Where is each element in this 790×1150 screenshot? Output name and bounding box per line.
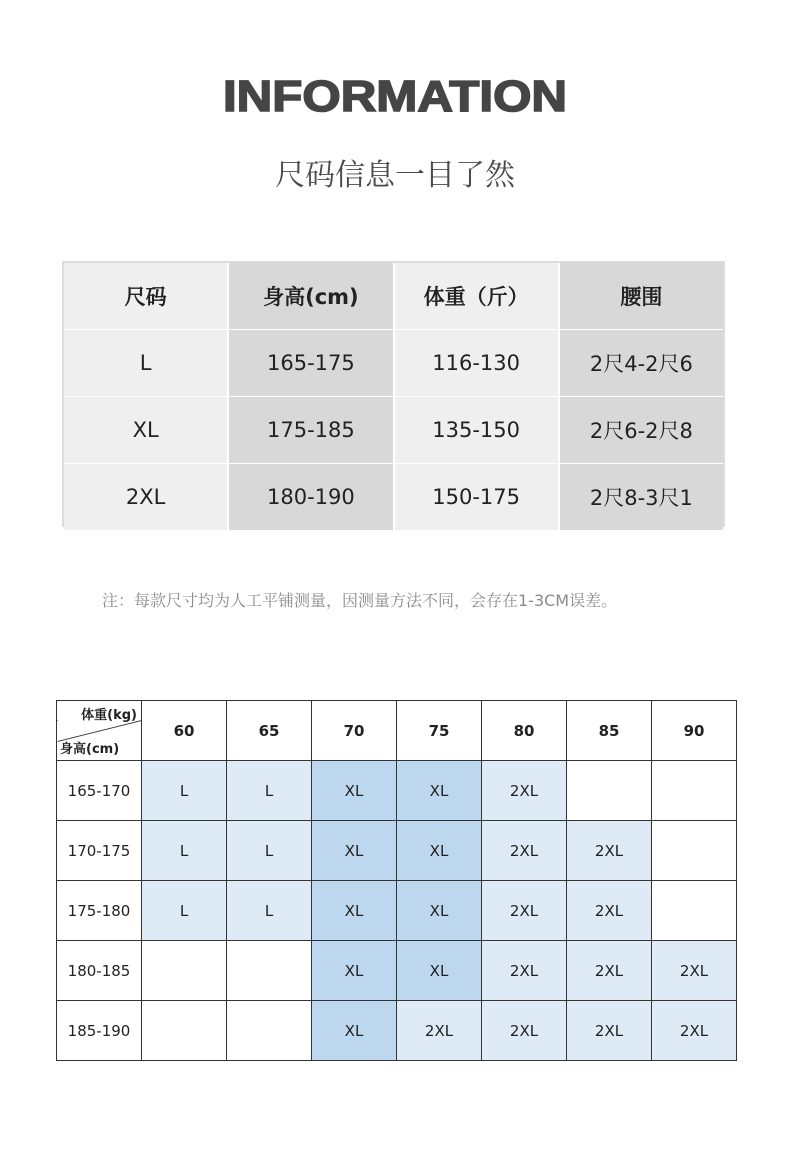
size-table-cell: 2XL (64, 464, 227, 530)
size-table-row (64, 396, 723, 463)
grid-row (57, 881, 737, 941)
size-table-cell: 135-150 (393, 397, 558, 463)
size-table-cell: L (64, 330, 227, 396)
size-table-cell: 2尺4-2尺6 (558, 330, 723, 396)
size-cell: 2XL (652, 941, 737, 1001)
size-cell (652, 821, 737, 881)
size-cell: L (227, 761, 312, 821)
grid-row (57, 1001, 737, 1061)
height-row-header: 170-175 (57, 821, 142, 881)
size-cell: L (227, 881, 312, 941)
size-table-cell: XL (64, 397, 227, 463)
size-cell: XL (397, 821, 482, 881)
weight-column-header: 75 (397, 701, 482, 761)
size-cell (227, 1001, 312, 1061)
size-table-cell: 175-185 (227, 397, 392, 463)
size-cell: L (142, 821, 227, 881)
grid-row (57, 761, 737, 821)
weight-column-header: 80 (482, 701, 567, 761)
size-table-header-cell: 腰围 (558, 263, 723, 329)
size-table-cell: 180-190 (227, 464, 392, 530)
size-cell: XL (312, 1001, 397, 1061)
height-row-header: 180-185 (57, 941, 142, 1001)
height-row-header: 175-180 (57, 881, 142, 941)
size-cell: 2XL (482, 821, 567, 881)
weight-axis-label: 体重(kg) (81, 708, 137, 723)
size-table-header-cell: 身高(cm) (227, 263, 392, 329)
grid-row (57, 821, 737, 881)
weight-column-header: 60 (142, 701, 227, 761)
measurement-note: 注：每款尺寸均为人工平铺测量，因测量方法不同，会存在1-3CM误差。 (102, 591, 618, 610)
size-table-header-row (64, 263, 723, 329)
size-cell: 2XL (652, 1001, 737, 1061)
size-table-header-cell: 尺码 (64, 263, 227, 329)
size-cell (227, 941, 312, 1001)
size-cell: 2XL (567, 1001, 652, 1061)
size-table-cell: 2尺8-3尺1 (558, 464, 723, 530)
weight-column-header: 85 (567, 701, 652, 761)
size-table (62, 261, 725, 527)
size-table-cell: 165-175 (227, 330, 392, 396)
grid-corner-cell (57, 701, 142, 761)
size-cell: XL (312, 941, 397, 1001)
size-table-cell: 116-130 (393, 330, 558, 396)
size-table-row (64, 329, 723, 396)
size-cell: XL (397, 881, 482, 941)
size-cell (142, 941, 227, 1001)
size-table-row (64, 463, 723, 530)
size-cell: XL (312, 761, 397, 821)
size-cell: 2XL (482, 941, 567, 1001)
size-cell (652, 761, 737, 821)
size-cell: 2XL (567, 941, 652, 1001)
height-row-header: 165-170 (57, 761, 142, 821)
size-table-cell: 150-175 (393, 464, 558, 530)
size-cell: XL (312, 821, 397, 881)
grid-row (57, 941, 737, 1001)
height-axis-label: 身高(cm) (60, 742, 120, 757)
weight-column-header: 65 (227, 701, 312, 761)
size-cell: 2XL (482, 1001, 567, 1061)
size-table-cell: 2尺6-2尺8 (558, 397, 723, 463)
size-recommendation-grid (56, 700, 737, 1061)
size-cell: L (227, 821, 312, 881)
weight-column-header: 90 (652, 701, 737, 761)
size-cell: L (142, 761, 227, 821)
weight-column-header: 70 (312, 701, 397, 761)
size-cell: 2XL (397, 1001, 482, 1061)
size-cell (142, 1001, 227, 1061)
height-row-header: 185-190 (57, 1001, 142, 1061)
size-cell: L (142, 881, 227, 941)
size-cell: XL (397, 941, 482, 1001)
size-cell (567, 761, 652, 821)
page-subtitle: 尺码信息一目了然 (275, 158, 515, 193)
size-cell: XL (312, 881, 397, 941)
size-cell (652, 881, 737, 941)
size-table-header-cell: 体重（斤） (393, 263, 558, 329)
grid-header-row (57, 701, 737, 761)
size-cell: 2XL (567, 821, 652, 881)
size-cell: XL (397, 761, 482, 821)
size-cell: 2XL (482, 761, 567, 821)
size-cell: 2XL (482, 881, 567, 941)
size-cell: 2XL (567, 881, 652, 941)
page-title: INFORMATION (222, 72, 567, 121)
